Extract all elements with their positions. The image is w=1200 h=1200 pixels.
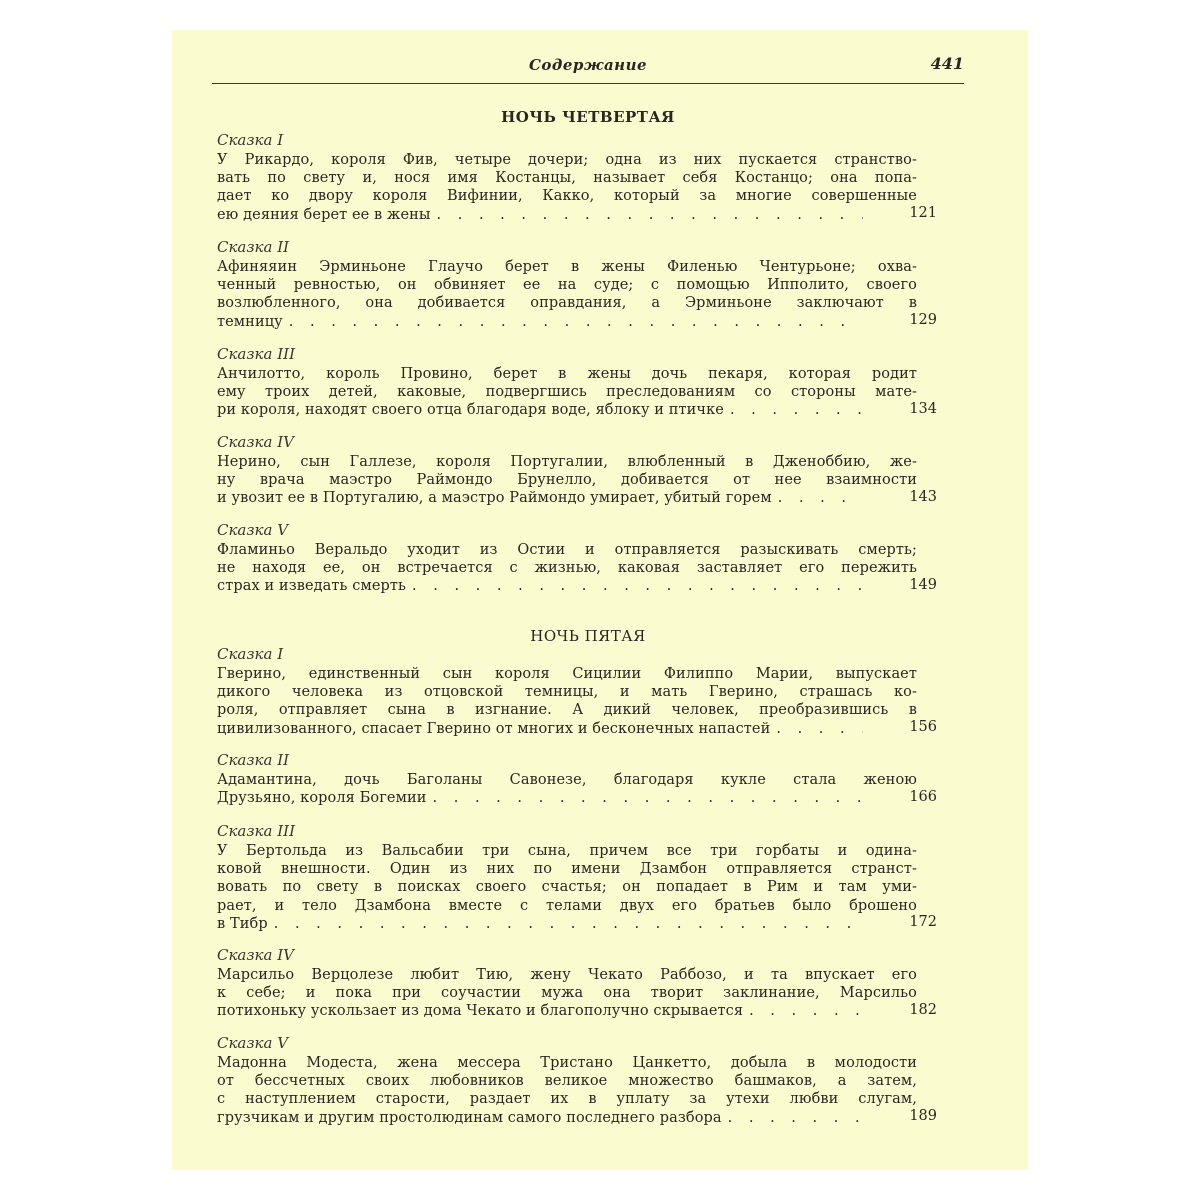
tale-label: Сказка III: [217, 345, 296, 363]
running-header-title: Содержание: [528, 56, 648, 74]
entry-line: Мадонна Модеста, жена мессера Тристано Цанкетто, добыла в молодости: [217, 1055, 917, 1071]
entry-line: дает ко двору короля Вифинии, Какко, который за многие совершенные: [217, 188, 917, 205]
entry-line: Нерино, сын Галлезе, короля Португалии, влюбленный в Дженоббию, же-: [217, 454, 917, 470]
toc-entry: [217, 750, 937, 807]
dot-leader: [778, 489, 863, 507]
entry-line: Анчилотто, король Провино, берет в жены дочь пекаря, которая родит: [217, 366, 917, 382]
page-number: 441: [930, 54, 964, 73]
tale-label: Сказка I: [217, 131, 284, 149]
dot-leader: [776, 720, 863, 738]
entry-line: [217, 720, 863, 738]
entry-line-text: и увозит ее в Португалию, а маэстро Раймондо умирает, убитый горем: [217, 490, 772, 507]
tale-label: Сказка III: [217, 822, 296, 840]
tale-label: Сказка IV: [217, 433, 294, 451]
entry-line: вовать по свету в поисках своего счастья; он попадает в Рим и там уми-: [217, 879, 917, 896]
dot-leader: [412, 577, 863, 595]
dot-leader: [730, 401, 863, 419]
entry-page-number: 166: [909, 789, 937, 805]
toc-entry: [217, 945, 937, 1021]
section-title: НОЧЬ ПЯТАЯ: [530, 627, 646, 645]
toc-entry: [217, 821, 937, 933]
entry-line-text: цивилизованного, спасает Гверино от многих и бесконечных напастей: [217, 720, 771, 737]
entry-line: ковой внешности. Один из них по имени Дзамбон отправляется странст-: [217, 861, 917, 878]
dot-leader: [433, 789, 863, 807]
entry-line: от бессчетных своих любовников великое множество башмаков, а затем,: [217, 1073, 917, 1090]
running-header: [212, 54, 964, 84]
toc-entry: [217, 644, 937, 738]
entry-line: [217, 206, 863, 224]
dot-leader: [289, 313, 863, 331]
entry-page-number: 189: [909, 1108, 937, 1124]
entry-line-text: грузчикам и другим простолюдинам самого последнего разбора: [217, 1109, 722, 1126]
tale-label: Сказка IV: [217, 946, 294, 964]
book-page: [172, 30, 1028, 1170]
entry-line: У Бертольда из Вальсабии три сына, причем все три горбаты и одина-: [217, 843, 917, 859]
entry-page-number: 149: [909, 577, 937, 593]
dot-leader: [274, 915, 863, 933]
entry-line: [217, 489, 863, 507]
dot-leader: [749, 1002, 863, 1020]
entry-line: Фламиньо Веральдо уходит из Остии и отправляется разыскивать смерть;: [217, 542, 917, 558]
entry-line-text: Друзьяно, короля Богемии: [217, 790, 427, 807]
toc-entry: [217, 1033, 937, 1127]
entry-line: возлюбленного, она добивается оправдания, а Эрминьоне заключают в: [217, 295, 917, 312]
entry-line: [217, 915, 863, 933]
entry-line-text: темницу: [217, 313, 283, 330]
toc-entry: [217, 520, 937, 596]
entry-line-text: страх и изведать смерть: [217, 578, 407, 595]
dot-leader: [728, 1109, 863, 1127]
tale-label: Сказка V: [217, 521, 289, 539]
entry-line: У Рикардо, короля Фив, четыре дочери; одна из них пускается странство-: [217, 152, 917, 168]
entry-line: [217, 313, 863, 331]
toc-entry: [217, 237, 937, 331]
entry-line: ему троих детей, каковые, подвергшись преследованиям со стороны мате-: [217, 384, 917, 401]
entry-line: [217, 789, 863, 807]
tale-label: Сказка II: [217, 751, 290, 769]
entry-line-text: ею деяния берет ее в жены: [217, 206, 431, 223]
entry-line: [217, 577, 863, 595]
toc-entry: [217, 344, 937, 420]
entry-page-number: 156: [909, 719, 937, 735]
toc-entry: [217, 130, 937, 224]
entry-page-number: 172: [909, 914, 937, 930]
tale-label: Сказка II: [217, 238, 290, 256]
entry-line: Адамантина, дочь Баголаны Савонезе, благодаря кукле стала женою: [217, 772, 917, 788]
toc-entry: [217, 432, 937, 508]
entry-page-number: 129: [909, 312, 937, 328]
entry-line: Афиняяин Эрминьоне Глаучо берет в жены Филенью Чентурьоне; охва-: [217, 259, 917, 275]
entry-page-number: 134: [909, 401, 937, 417]
entry-line: [217, 1109, 863, 1127]
entry-line: [217, 401, 863, 419]
entry-page-number: 182: [909, 1002, 937, 1018]
dot-leader: [437, 206, 863, 224]
tale-label: Сказка I: [217, 645, 284, 663]
entry-line: ну врача маэстро Раймондо Брунелло, добивается от нее взаимности: [217, 472, 917, 489]
entry-page-number: 143: [909, 489, 937, 505]
entry-line: не находя ее, он встречается с жизнью, каковая заставляет его пережить: [217, 560, 917, 577]
entry-line-text: в Тибр: [217, 915, 268, 932]
entry-line-text: ри короля, находят своего отца благодаря воде, яблоку и птичке: [217, 402, 724, 419]
header-rule: [212, 83, 964, 84]
entry-line: к себе; и пока при соучастии мужа она творит заклинание, Марсильо: [217, 985, 917, 1002]
section-title: НОЧЬ ЧЕТВЕРТАЯ: [501, 108, 675, 126]
entry-line: Марсильо Верцолезе любит Тию, жену Чекато Раббозо, и та впускает его: [217, 967, 917, 983]
entry-line: ченный ревностью, он обвиняет ее на суде; с помощью Ипполито, своего: [217, 277, 917, 294]
entry-line: рает, и тело Дзамбона вместе с телами двух его братьев было брошено: [217, 897, 917, 914]
entry-line: с наступлением старости, раздает их в уплату за утехи любви слугам,: [217, 1091, 917, 1108]
entry-line: дикого человека из отцовской темницы, и мать Гверино, страшась ко-: [217, 684, 917, 701]
entry-line-text: потихоньку ускользает из дома Чекато и благополучно скрывается: [217, 1003, 744, 1020]
entry-page-number: 121: [909, 205, 937, 221]
entry-line: [217, 1002, 863, 1020]
entry-line: вать по свету и, нося имя Костанцы, называет себя Костанцо; она попа-: [217, 170, 917, 187]
entry-line: роля, отправляет сына в изгнание. А дикий человек, преобразившись в: [217, 702, 917, 719]
entry-line: Гверино, единственный сын короля Сицилии Филиппо Марии, выпускает: [217, 666, 917, 682]
tale-label: Сказка V: [217, 1034, 289, 1052]
